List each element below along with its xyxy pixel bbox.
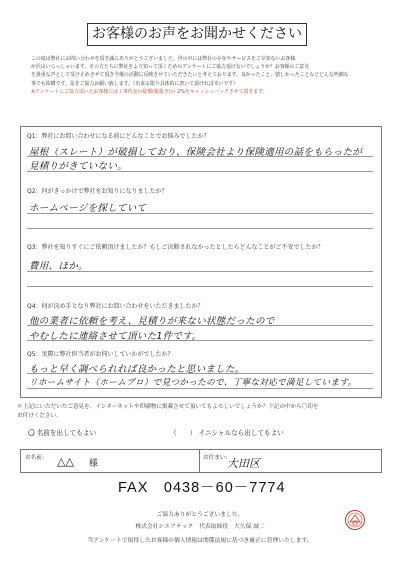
answer-1-line-1: 屋根（スレート）が破損しており、保険会社より保険適用の話をもらったが bbox=[29, 147, 363, 158]
intro-line: 事でも結構です。是非ご協力お願い致します。（出来る限り具体的に書いて頂ければ幸いです） bbox=[31, 80, 239, 87]
answer-2-line-1: ホームページを探していて bbox=[29, 203, 147, 214]
answer-rule bbox=[27, 325, 373, 326]
answer-1-line-2: 見積りがきていない。 bbox=[29, 161, 128, 172]
answer-rule bbox=[27, 228, 373, 229]
name-box bbox=[20, 449, 382, 473]
intro-line: が沢山いらっしゃいます。その方たちに弊社をより知って頂くためのアンケートにご協力頂けないでしょうか？お客様のご意見 bbox=[31, 64, 310, 71]
company-text: 株式会社シエアテック 代表取締役 大久保 誠二 bbox=[135, 524, 265, 530]
consent-option-name[interactable] bbox=[28, 427, 96, 437]
question-4: Q4：何が決め手となり弊社にお問い合わせをいただきましたか？ bbox=[27, 303, 204, 310]
area-value: 大田区 bbox=[227, 457, 260, 470]
honorific: 様 bbox=[89, 459, 99, 469]
circle-mark: 〇 bbox=[28, 429, 35, 437]
option-label: イニシャルなら出してもよい bbox=[198, 429, 284, 437]
answer-rule bbox=[27, 388, 373, 389]
intro-line: この度は弊社にお問い合わせを頂き誠にありがとうございました。世の中には弊社の存在やサービスをご存知ないお客様 bbox=[31, 56, 296, 62]
name-label: お名前： bbox=[25, 455, 48, 461]
answer-rule bbox=[27, 340, 373, 341]
question-5: Q5：実際に弊社担当者がお伺いしていかがでしたか？ bbox=[27, 351, 174, 358]
answer-5-line-1: もっと早く調べられれば良かったと思いました。 bbox=[29, 364, 245, 375]
answer-4-line-1: 他の業者に依頼を考え、見積りが来ない状態だったので bbox=[29, 316, 275, 327]
area-label: お住まい： bbox=[203, 455, 231, 461]
intro-line: を貴重な声として受け止めさせて頂き今後の活動に反映させていただきたいと考えております。良かったこと、嬉しかったことなどどんな些細な bbox=[31, 72, 349, 79]
fax-number: FAX 0438－60－7774 bbox=[118, 480, 286, 496]
answer-rule bbox=[27, 271, 373, 272]
question-3: Q3：弊社を知りすぐにご依頼頂けましたか？もしご決断されなかったとしたらどんなことがご不安でしたか？ bbox=[27, 244, 324, 251]
answer-3-line-1: 費用、ほか。 bbox=[29, 261, 88, 272]
answer-5-line-2: リホームサイト（ホームプロ）で見つかったので、丁寧な対応で満足しています。 bbox=[29, 378, 357, 388]
privacy-text: 当アンケートで取得したお客様の個人情報は関係法規に基づき厳正に管理いたします。 bbox=[87, 538, 313, 544]
page-title: お客様のお声をお聞かせください bbox=[87, 23, 307, 46]
cashback-note: ※アンケートにご協力頂いたお客様には工事代金の総額(税抜き)の 2%をキャッシュバックさせて頂きます。 bbox=[31, 88, 268, 95]
option-bracket: （ ） bbox=[170, 429, 197, 437]
answer-rule bbox=[27, 171, 373, 172]
answer-rule bbox=[27, 213, 373, 214]
intro-text bbox=[31, 55, 376, 96]
answer-4-line-2: やむしたに連絡させて頂いた1件です。 bbox=[29, 331, 202, 342]
question-1: Q1：弊社にお問い合わせになる前にどんなことでお悩みでしたか？ bbox=[27, 133, 210, 140]
answer-rule bbox=[27, 286, 373, 287]
option-label: 名前を出してもよい bbox=[36, 429, 97, 437]
company-logo-icon bbox=[344, 509, 366, 531]
questionnaire-box bbox=[20, 126, 382, 398]
answer-rule bbox=[27, 373, 373, 374]
question-2: Q2：何がきっかけで弊社をお知りになりましたか？ bbox=[27, 188, 168, 195]
divider bbox=[199, 450, 200, 472]
answer-rule bbox=[27, 156, 373, 157]
consent-question-cont: お付けください。 bbox=[17, 413, 62, 419]
consent-option-initial[interactable] bbox=[170, 427, 284, 437]
name-value: △△ bbox=[57, 455, 74, 468]
thanks-text: ご協力ありがとうございました。 bbox=[156, 512, 244, 518]
consent-question: ＊上記にいただいたご意見を、インターネットや印刷物に掲載させて頂いてもよろしいでしょうか？下記の中から〇印を bbox=[17, 404, 319, 410]
